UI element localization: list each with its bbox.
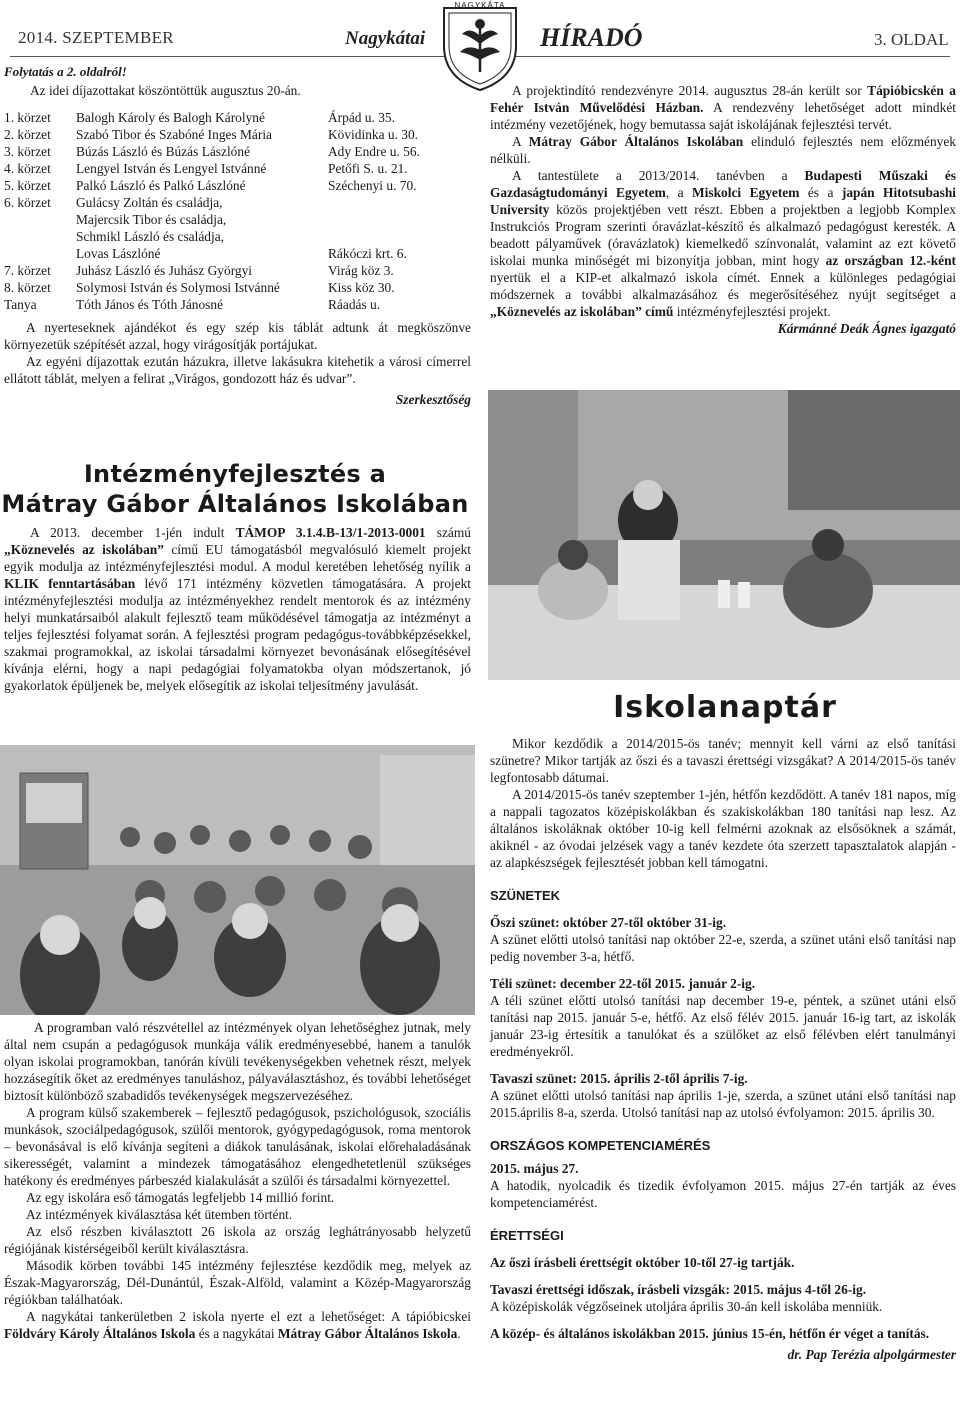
award-district: 3. körzet [4,144,51,159]
article-para-3: A program külső szakemberek – fejlesztő pedagógusok, pszichológusok, szociális munkások, szociálpedagógusok, szülői mentorok, gyógypedagógusok, roma mentorok – bevonásával is elő kívánja segíteni a diákok tanulásának, iskolai előrehaladásának sikerességét, valamint a mindezek támogatásához elengedhetetlenül szükséges hatékony és eredményes párbeszéd kialakulását a szülői és társadalmi környezettel. [4,1105,471,1188]
article-body-2 [4,1019,471,1342]
award-names: Tóth János és Tóth Jánosné [76,297,224,312]
award-district [4,245,76,262]
autumn-break-heading: Őszi szünet: október 27-től október 31-ig. [490,915,727,930]
calendar-section [490,735,956,1363]
town-crest-icon [440,0,520,92]
launch-para-2: A Mátray Gábor Általános Iskolában elinduló fejlesztés nem előzmények nélküli. [490,134,957,166]
award-row [4,262,468,279]
audience-photo [0,745,475,1015]
event-photo [488,390,960,680]
page-header [0,0,960,72]
award-names: Palkó László és Palkó Lászlóné [76,178,246,193]
event-photo-image [488,390,960,680]
award-address [328,228,468,245]
award-row [4,160,468,177]
issue-date: 2014. SZEPTEMBER [18,28,174,47]
spring-break-heading: Tavaszi szünet: 2015. április 2-től április 7-ig. [490,1071,748,1086]
headline-line-1: Intézményfejlesztés a [83,460,387,488]
masthead-title: HÍRADÓ [540,23,643,52]
awards-intro: Az idei díjazottakat köszöntöttük augusztus 20-án. [30,83,301,98]
award-district: 1. körzet [4,110,51,125]
award-address: Ady Endre u. 56. [328,144,420,159]
school-year-end: A közép- és általános iskolákban 2015. június 15-én, hétfőn ér véget a tanítás. [490,1326,930,1341]
award-district: 5. körzet [4,178,51,193]
article-para-5: Az intézmények kiválasztása két ütemben történt. [26,1207,293,1222]
project-launch-section [490,82,956,337]
award-row [4,211,468,228]
awards-table [4,109,468,313]
award-names: Solymosi István és Solymosi Istvánné [76,280,280,295]
awards-para-1: A nyerteseknek ajándékot és egy szép kis táblát adtunk át megköszönve környezetük szépítését azzal, hogy virágosítják portájukat. [4,320,471,352]
crest-label: NAGYKÁTA [454,1,506,10]
article-headline [0,459,470,519]
spring-break-text: A szünet előtti utolsó tanítási nap április 1-je, szerda, a szünet utáni első tanítási nap 2015.április 8-a, szerda. Utolsó tanítási nap az utolsó évfolyamon: 2015. április 30. [490,1088,956,1120]
award-address: Rákóczi krt. 6. [328,246,407,261]
award-address: Virág köz 3. [328,263,394,278]
continued-note: Folytatás a 2. oldalról! [4,64,127,79]
launch-signature: Kármánné Deák Ágnes igazgató [777,321,956,336]
award-row [4,126,468,143]
award-names: Szabó Tibor és Szabóné Inges Mária [76,127,272,142]
award-row [4,296,468,313]
article-para-6: Az első részben kiválasztott 26 iskola az ország leghátrányosabb helyzetű régiójának kistérségeiből került kiválasztásra. [4,1224,471,1256]
headline-line-2: Mátray Gábor Általános Iskolában [1,490,469,518]
award-names: Balogh Károly és Balogh Károlyné [76,110,265,125]
calendar-intro: Mikor kezdődik a 2014/2015-ös tanév; mennyit kell várni az első tanítási szünetre? Mikor tartják az őszi és a tavaszi érettségi vizsgákat? A 2014/2015-ös tanév legfontosabb dátumai. [490,736,956,785]
award-names: Lengyel István és Lengyel Istvánné [76,161,267,176]
award-district: 2. körzet [4,127,51,142]
competency-heading: ORSZÁGOS KOMPETENCIAMÉRÉS [490,1138,711,1153]
winter-break-heading: Téli szünet: december 22-től 2015. január 2-ig. [490,976,756,991]
award-row [4,279,468,296]
calendar-para-2: A 2014/2015-ös tanév szeptember 1-jén, hétfőn kezdődött. A tanév 181 napos, míg a nappali tagozatos középiskolákban és szakiskolákban 180 tanítási nap lesz. Az általános iskoláknak október 10-ig kell felmérni azoknak az elsősöknek a számát, akiknél - az óvodai jelzések vagy a tanév kezdete óta szerzett tapasztalatok alapján - az alapkészségek fejlesztését jobban kell támogatni. [490,787,956,870]
award-address [328,194,468,211]
masthead-town: Nagykátai [345,28,426,49]
article-body-1 [4,524,471,694]
award-row [4,143,468,160]
award-address: Árpád u. 35. [328,110,395,125]
award-names: Juhász László és Juhász Györgyi [76,263,253,278]
calendar-title: Iskolanaptár [613,690,837,725]
article-para-2: A programban való részvétellel az intézmények olyan lehetőséghez jutnak, mely által nem csupán a pedagógusok munkája válik eredményesebbé, hanem a tanulók olyan iskolai programokban, tanórán kívüli tevékenységekben vehetnek részt, melyek hozzásegítik őket az eredményes tanuláshoz, pályaválasztáshoz, és további lehetőséget biztosít különböző szabadidős tevékenységek megszervezéséhez. [4,1020,471,1103]
award-row [4,177,468,194]
page-number: 3. OLDAL [874,30,949,49]
article-para-7: Második körben további 145 intézmény fejlesztése kezdődik meg, melyek az Észak-Magyarország, Dél-Dunántúl, Észak-Alföld, valamint a Közép-Magyarország régiókban találhatóak. [4,1258,471,1307]
autumn-break-text: A szünet előtti utolsó tanítási nap október 22-e, szerda, a szünet utáni első tanítási nap pedig november 3-a, hétfő. [490,932,956,964]
award-address: Kiss köz 30. [328,280,395,295]
award-names: Majercsik Tibor és családja, [76,212,227,227]
award-district [4,228,76,245]
article-para-8: A nagykátai tankerületben 2 iskola nyerte el ezt a lehetőséget: A tápióbicskei Földváry Károly Általános Iskola és a nagykátai Mátray Gábor Általános Iskola. [4,1309,471,1341]
award-district: 4. körzet [4,161,51,176]
award-names: Schmikl László és családja, [76,229,224,244]
award-address: Széchenyi u. 70. [328,178,417,193]
award-district: Tanya [4,297,37,312]
launch-para-1: A projektindító rendezvényre 2014. augusztus 28-án került sor Tápióbicskén a Fehér István Művelődési Házban. A rendezvény lehetőséget adott mindkét intézmény vezetőjének, hogy bemutassa saját iskolájának fejlesztési tervét. [490,83,956,132]
matura-spring-heading: Tavaszi érettségi időszak, írásbeli vizsgák: 2015. május 4-től 26-ig. [490,1282,867,1297]
competency-date: 2015. május 27. [490,1161,579,1176]
award-district: 7. körzet [4,263,51,278]
launch-para-3: A tantestülete a 2013/2014. tanévben a Budapesti Műszaki és Gazdaságtudományi Egyetem, a Miskolci Egyetem és a japán Hitotsubashi University közös projektjében vett részt. Ebben a projektben a legjobb Komplex Instrukciós Program szerinti óravázlat-készítő és alkalmazó pedagógust keresték. A beadott pályaművek (óravázlatok) kiemelkedő színvonalát, valamint az ezt követő iskolai munka minőségét mi bizonyítja jobban, mint hogy az országban 12.-ként nyertük el a KIP-et alkalmazó iskola címét. Ennek a különleges pedagógiai módszernek a további alkalmazásához és megerősítéséhez nyújt segítséget a „Köznevelés az iskolában” című intézményfejlesztési projekt. [490,168,956,319]
article-para-4: Az egy iskolára eső támogatás legfeljebb 14 millió forint. [26,1190,335,1205]
award-row [4,109,468,126]
breaks-heading: SZÜNETEK [490,888,561,903]
award-names: Lovas Lászlóné [76,246,161,261]
award-address: Ráadás u. [328,297,381,312]
award-address [328,211,468,228]
competency-text: A hatodik, nyolcadik és tizedik évfolyamon 2015. május 27-én tartják az éves kompetenciamérést. [490,1178,956,1210]
award-address: Kövidinka u. 30. [328,127,419,142]
calendar-signature: dr. Pap Terézia alpolgármester [787,1347,956,1362]
award-row [4,228,468,245]
award-names: Búzás László és Búzás Lászlóné [76,144,251,159]
award-district: 8. körzet [4,280,51,295]
award-district: 6. körzet [4,195,51,210]
award-row [4,245,468,262]
matura-autumn: Az őszi írásbeli érettségit október 10-től 27-ig tartják. [490,1255,795,1270]
matura-spring-text: A középiskolák végzőseinek utoljára április 30-án kell iskolába menniük. [490,1299,883,1314]
winter-break-text: A téli szünet előtti utolsó tanítási nap december 19-e, péntek, a szünet utáni első tanítási nap 2015. január 5-e, hétfő. Az első félév 2015. január 16-ig tart, az iskolák január 23-ig értesítik a tanulókat és a szülőket az első félévben elért tanulmányi eredményekről. [490,993,956,1059]
matura-heading: ÉRETTSÉGI [490,1228,564,1243]
award-row [4,194,468,211]
award-address: Petőfi S. u. 21. [328,161,408,176]
awards-signature: Szerkesztőség [395,392,471,407]
award-names: Gulácsy Zoltán és családja, [76,195,223,210]
awards-para-2: Az egyéni díjazottak ezután házukra, illetve lakásukra kitehetik a városi címerrel ellátott táblát, melyen a felirat „Virágos, gondozott ház és udvar”. [4,354,471,386]
article-lead: A 2013. december 1-jén indult TÁMOP 3.1.4.B-13/1-2013-0001 számú „Köznevelés az iskolában” című EU támogatásból megvalósuló kiemelt projekt egyik modulja az intézményfejlesztési modul. A modul keretében lehetőség nyílik a KLIK fenntartásában lévő 171 intézmény közvetlen támogatására. A projekt intézményfejlesztési modulja az intézményekhez rendelt mentorok és az intézmény helyi munkatársaiból alakult fejlesztő team működésével támogatja az intézményt a teljes fejlesztési folyamat során. A fejlesztési program pedagógus-továbbképzésekkel, szakmai programokkal, az iskolai társadalmi környezet bevonásának elősegítésével kívánja elérni, hogy a napi pedagógiai folyamatokba olyan módszertanok, jó gyakorlatok épüljenek be, melyek elősegítik az iskolai teljesítmény javulását. [4,525,471,693]
awards-section [4,82,471,408]
audience-photo-image [0,745,475,1015]
award-district [4,211,76,228]
